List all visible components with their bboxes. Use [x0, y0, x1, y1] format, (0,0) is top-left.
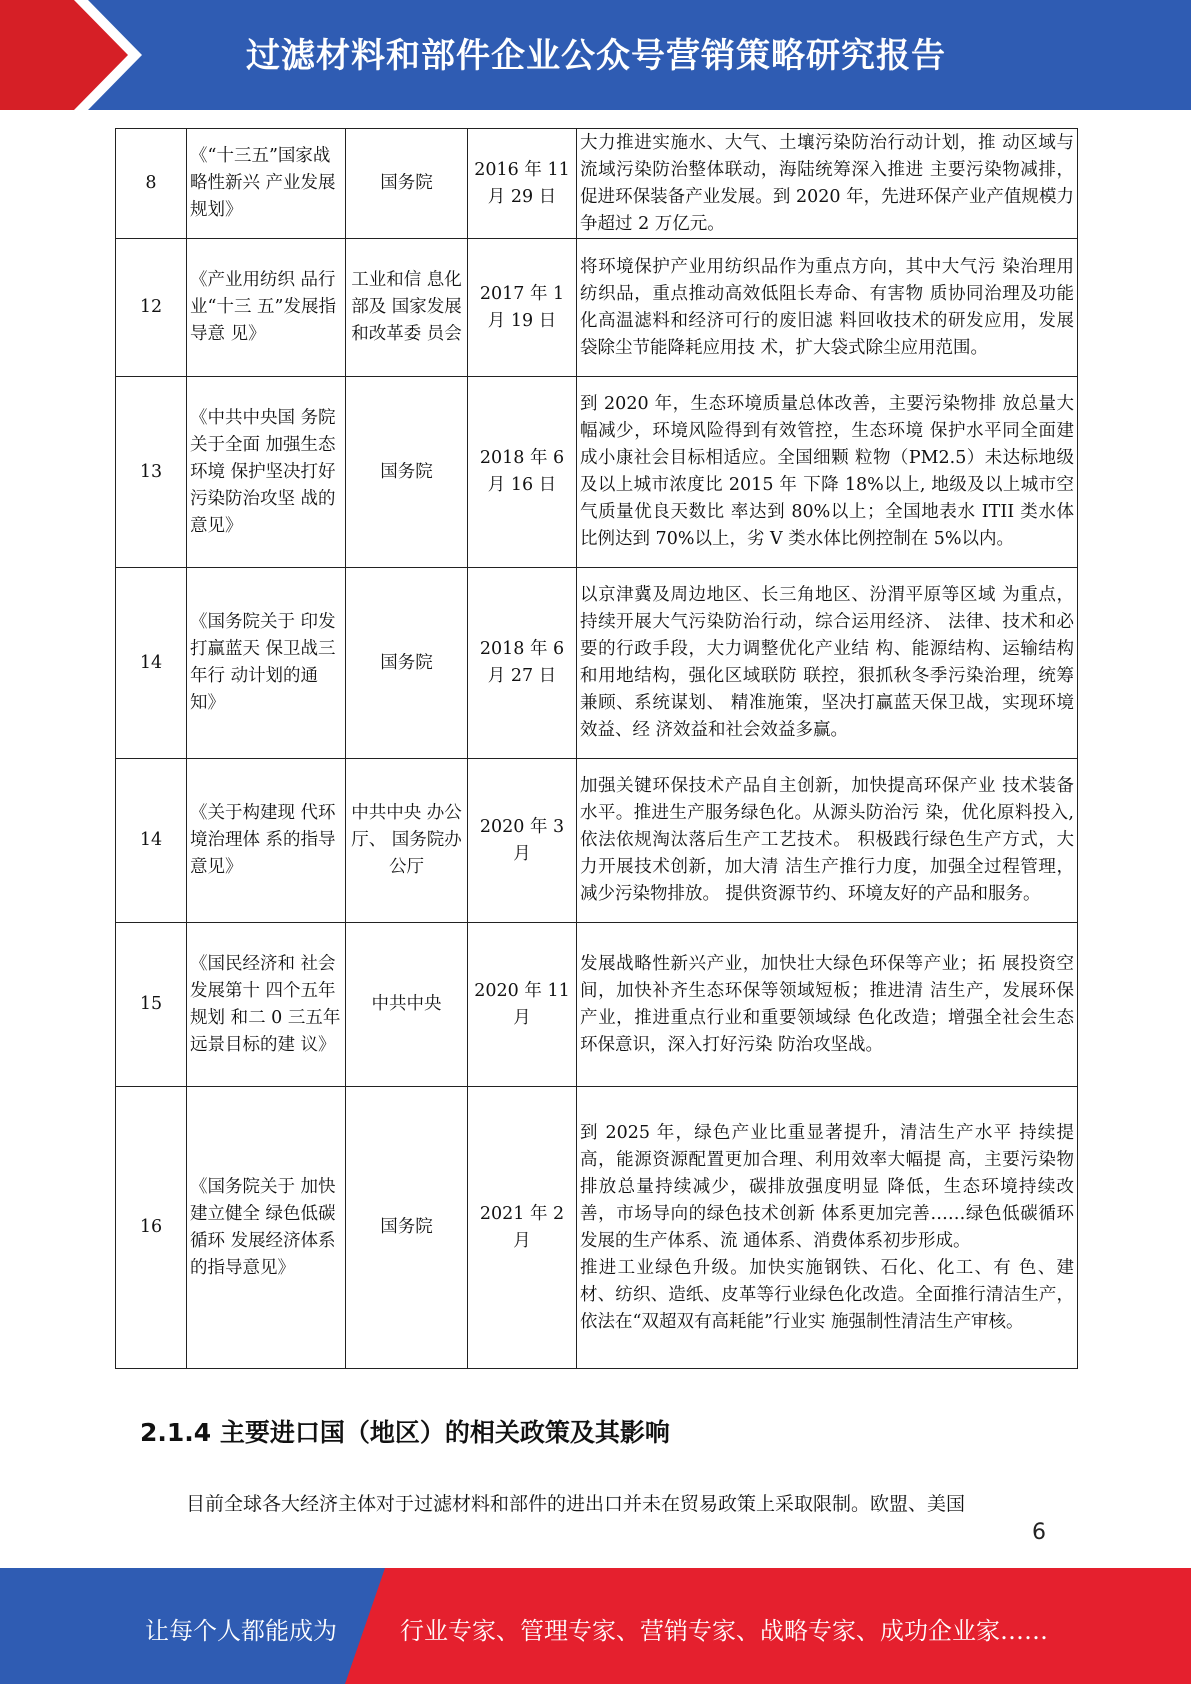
policy-date: 2017 年 1 月 19 日 [468, 239, 577, 377]
policy-content-cell [577, 1087, 1078, 1369]
row-number: 12 [116, 239, 187, 377]
table-row [116, 129, 1078, 239]
table-row [116, 377, 1078, 568]
policy-date: 2018 年 6 月 16 日 [468, 377, 577, 568]
table-row [116, 923, 1078, 1087]
policy-content: 将环境保护产业用纺织品作为重点方向，其中大气污 染治理用纺织品，重点推动高效低阻长寿命、有害物 质协同治理及功能化高温滤料和经济可行的废旧滤 料回收技术的研发应用，发展袋除尘节能降耗应用技 术，扩大袋式除尘应用范围。 [577, 239, 1078, 377]
policy-table [115, 128, 1078, 1369]
table-row [116, 1087, 1078, 1369]
row-number: 14 [116, 568, 187, 759]
policy-name: 《产业用纺织 品行业“十三 五”发展指导意 见》 [187, 239, 346, 377]
policy-name: 《国务院关于 印发打赢蓝天 保卫战三年行 动计划的通知》 [187, 568, 346, 759]
policy-issuer: 中共中央 办公厅、 国务院办 公厅 [346, 759, 468, 923]
policy-content: 加强关键环保技术产品自主创新，加快提高环保产业 技术装备水平。推进生产服务绿色化。从源头防治污 染，优化原料投入, 依法依规淘汰落后生产工艺技术。 积极践行绿色生产方式，大力开展技术创新，加大清 洁生产推行力度，加强全过程管理，减少污染物排放。 提供资源节约、环境友好的产品和服务。 [577, 759, 1078, 923]
policy-name: 《国务院关于 加快建立健全 绿色低碳循环 发展经济体系 的指导意见》 [187, 1087, 346, 1369]
table-row [116, 239, 1078, 377]
policy-content: 以京津冀及周边地区、长三角地区、汾渭平原等区域 为重点，持续开展大气污染防治行动，综合运用经济、 法律、技术和必要的行政手段，大力调整优化产业结 构、能源结构、运输结构和用地结构，强化区域联防 联控，狠抓秋冬季污染治理，统筹兼顾、系统谋划、 精准施策，坚决打赢蓝天保卫战，实现环境效益、经 济效益和社会效益多赢。 [577, 568, 1078, 759]
policy-date: 2020 年 11 月 [468, 923, 577, 1087]
policy-date: 2016 年 11 月 29 日 [468, 129, 577, 239]
row-number: 8 [116, 129, 187, 239]
policy-issuer: 中共中央 [346, 923, 468, 1087]
body-paragraph: 目前全球各大经济主体对于过滤材料和部件的进出口并未在贸易政策上采取限制。欧盟、美国 [186, 1493, 966, 1515]
table-row [116, 568, 1078, 759]
footer-slogan-left: 让每个人都能成为 [145, 1617, 337, 1645]
policy-issuer: 国务院 [346, 129, 468, 239]
row-number: 14 [116, 759, 187, 923]
header-arrow-graphic [0, 0, 160, 110]
policy-content: 到 2025 年，绿色产业比重显著提升，清洁生产水平 持续提高，能源资源配置更加合理、利用效率大幅提 高，主要污染物排放总量持续减少，碳排放强度明显 降低，生态环境持续改善，市场导向的绿色技术创新 体系更加完善……绿色低碳循环发展的生产体系、流 通体系、消费体系初步形成。 [580, 1122, 1074, 1251]
policy-content: 大力推进实施水、大气、土壤污染防治行动计划，推 动区域与流域污染防治整体联动，海陆统筹深入推进 主要污染物减排，促进环保装备产业发展。到 2020 年，先进环保产业产值规模力争超过 2 万亿元。 [577, 129, 1078, 239]
policy-issuer: 国务院 [346, 377, 468, 568]
policy-name: 《“十三五”国家战略性新兴 产业发展规划》 [187, 129, 346, 239]
policy-content: 到 2020 年，生态环境质量总体改善，主要污染物排 放总量大幅减少，环境风险得到有效管控，生态环境 保护水平同全面建成小康社会目标相适应。全国细颗 粒物（PM2.5）未达标地级及以上城市浓度比 2015 年 下降 18%以上, 地级及以上城市空气质量优良天数比 率达到 80%以上；全国地表水 ITII 类水体比例达到 70%以上，劣 V 类水体比例控制在 5%以内。 [577, 377, 1078, 568]
policy-name: 《国民经济和 社会发展第十 四个五年规划 和二 0 三五年 远景目标的建 议》 [187, 923, 346, 1087]
table-row [116, 759, 1078, 923]
row-number: 16 [116, 1087, 187, 1369]
footer-slogan-right: 行业专家、管理专家、营销专家、战略专家、成功企业家…… [400, 1617, 1048, 1645]
policy-name: 《关于构建现 代环境治理体 系的指导意见》 [187, 759, 346, 923]
policy-date: 2020 年 3 月 [468, 759, 577, 923]
row-number: 15 [116, 923, 187, 1087]
policy-date: 2021 年 2 月 [468, 1087, 577, 1369]
policy-issuer: 工业和信 息化部及 国家发展 和改革委 员会 [346, 239, 468, 377]
policy-content: 发展战略性新兴产业，加快壮大绿色环保等产业；拓 展投资空间，加快补齐生态环保等领域短板；推进清 洁生产，发展环保产业，推进重点行业和重要领域绿 色化改造；增强全社会生态环保意识，深入打好污染 防治攻坚战。 [577, 923, 1078, 1087]
policy-issuer: 国务院 [346, 1087, 468, 1369]
header-banner [0, 0, 1191, 110]
policy-issuer: 国务院 [346, 568, 468, 759]
page-number: 6 [1032, 1520, 1046, 1545]
policy-name: 《中共中央国 务院关于全面 加强生态环境 保护坚决打好 污染防治攻坚 战的意见》 [187, 377, 346, 568]
policy-content-second-paragraph: 推进工业绿色升级。加快实施钢铁、石化、化工、有 色、建材、纺织、造纸、皮革等行业绿色化改造。全面推行清洁生产，依法在“双超双有高耗能”行业实 施强制性清洁生产审核。 [580, 1257, 1074, 1332]
report-title: 过滤材料和部件企业公众号营销策略研究报告 [246, 36, 946, 76]
section-heading: 2.1.4 主要进口国（地区）的相关政策及其影响 [140, 1418, 670, 1447]
row-number: 13 [116, 377, 187, 568]
policy-date: 2018 年 6 月 27 日 [468, 568, 577, 759]
